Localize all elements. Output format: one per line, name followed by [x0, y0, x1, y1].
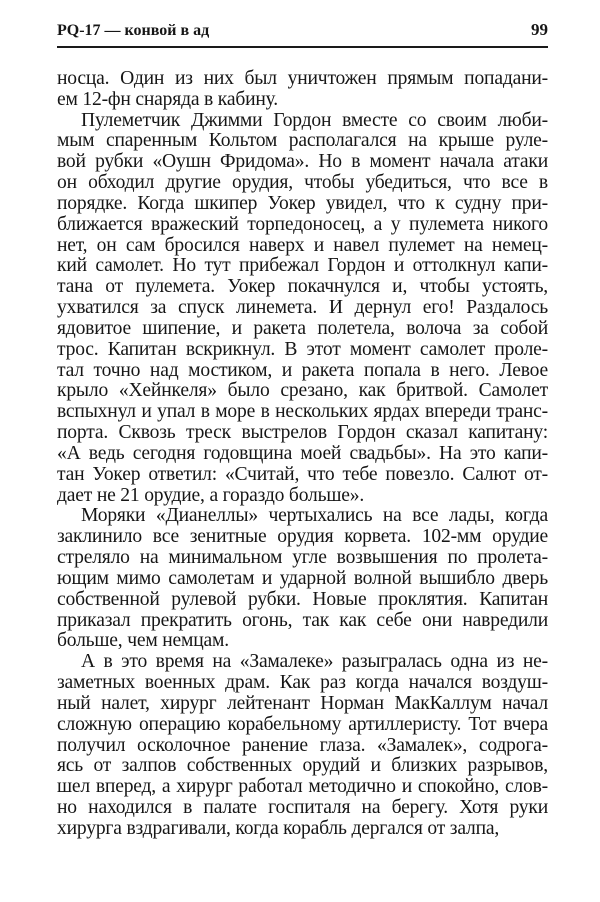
text-line: тана от пулемета. Уокер покачнулся и, чтобы устоять,: [57, 276, 548, 298]
text-line: ясь от залпов собственных орудий и близких разрывов,: [57, 755, 548, 777]
text-line: кий самолет. Но тут прибежал Гордон и оттолкнул капи-: [57, 255, 548, 277]
text-line: порядке. Когда шкипер Уокер увидел, что к судну при-: [57, 192, 548, 214]
text-line: но находился в палате госпиталя на берегу. Хотя руки: [57, 796, 548, 818]
text-line: тан Уокер ответил: «Считай, что тебе повезло. Салют от-: [57, 463, 548, 485]
text-line: тал точно над мостиком, и ракета попала в него. Левое: [57, 359, 548, 381]
text-line: стреляло на минимальном угле возвышения по пролета-: [57, 547, 548, 569]
running-title: PQ-17 — конвой в ад: [57, 22, 210, 39]
text-line: порта. Сквозь треск выстрелов Гордон сказал капитану:: [57, 422, 548, 444]
text-line: приказал прекратить огонь, так как себе они навредили: [57, 609, 548, 631]
text-line: крыло «Хейнкеля» было срезано, как бритвой. Самолет: [57, 380, 548, 402]
text-line: «А ведь сегодня годовщина моей свадьбы». На это капи-: [57, 442, 548, 464]
text-line: ный налет, хирург лейтенант Норман МакКаллум начал: [57, 692, 548, 714]
text-line: хирурга вздрагивали, когда корабль дергался от залпа,: [57, 817, 500, 839]
text-line: трос. Капитан вскрикнул. В этот момент самолет проле-: [57, 338, 548, 360]
text-line: он обходил другие орудия, чтобы убедиться, что все в: [57, 172, 548, 194]
text-line: ближается вражеский торпедоносец, а у пулемета никого: [57, 213, 548, 235]
text-line: заметных военных драм. Как раз когда начался воздуш-: [57, 672, 548, 694]
header-rule: [57, 46, 548, 48]
text-line: заклинило все зенитные орудия корвета. 102-мм орудие: [57, 526, 548, 548]
running-header: [57, 20, 548, 42]
text-line: дает не 21 орудие, а гораздо больше».: [57, 484, 365, 506]
text-line: ем 12-фн снаряда в кабину.: [57, 88, 278, 110]
paragraph: [57, 506, 548, 652]
text-line: носца. Один из них был уничтожен прямым попадани-: [57, 68, 548, 89]
text-line: шел вперед, а хирург работал методично и спокойно, слов-: [57, 776, 548, 798]
text-line: больше, чем немцам.: [57, 630, 229, 652]
paragraph: [57, 652, 548, 839]
text-line: ющим мимо самолетам и ударной волной вышибло дверь: [57, 567, 548, 589]
text-line: вой рубки «Оушн Фридома». Но в момент начала атаки: [57, 151, 548, 173]
text-line: А в это время на «Замалеке» разыгралась одна из не-: [81, 651, 548, 673]
text-line: вспыхнул и упал в море в нескольких ярдах впереди транс-: [57, 401, 548, 423]
text-line: ядовитое шипение, и ракета полетела, волоча за собой: [57, 317, 548, 339]
page-number: 99: [531, 20, 548, 39]
text-line: нет, он сам бросился наверх и навел пулемет на немец-: [57, 234, 548, 256]
paragraph: [57, 111, 548, 507]
text-line: получил осколочное ранение глаза. «Замалек», содрога-: [57, 734, 548, 756]
body-text: [57, 69, 548, 840]
text-line: собственной рулевой рубки. Новые проклятия. Капитан: [57, 588, 548, 610]
text-line: сложную операцию корабельному артиллеристу. Тот вчера: [57, 713, 548, 735]
paragraph: [57, 69, 548, 111]
text-line: Пулеметчик Джимми Гордон вместе со своим люби-: [81, 109, 548, 131]
text-line: ухватился за спуск линемета. И дернул его! Раздалось: [57, 297, 548, 319]
text-line: мым спаренным Кольтом располагался на крыше руле-: [57, 130, 548, 152]
text-line: Моряки «Дианеллы» чертыхались на все лады, когда: [81, 505, 548, 527]
